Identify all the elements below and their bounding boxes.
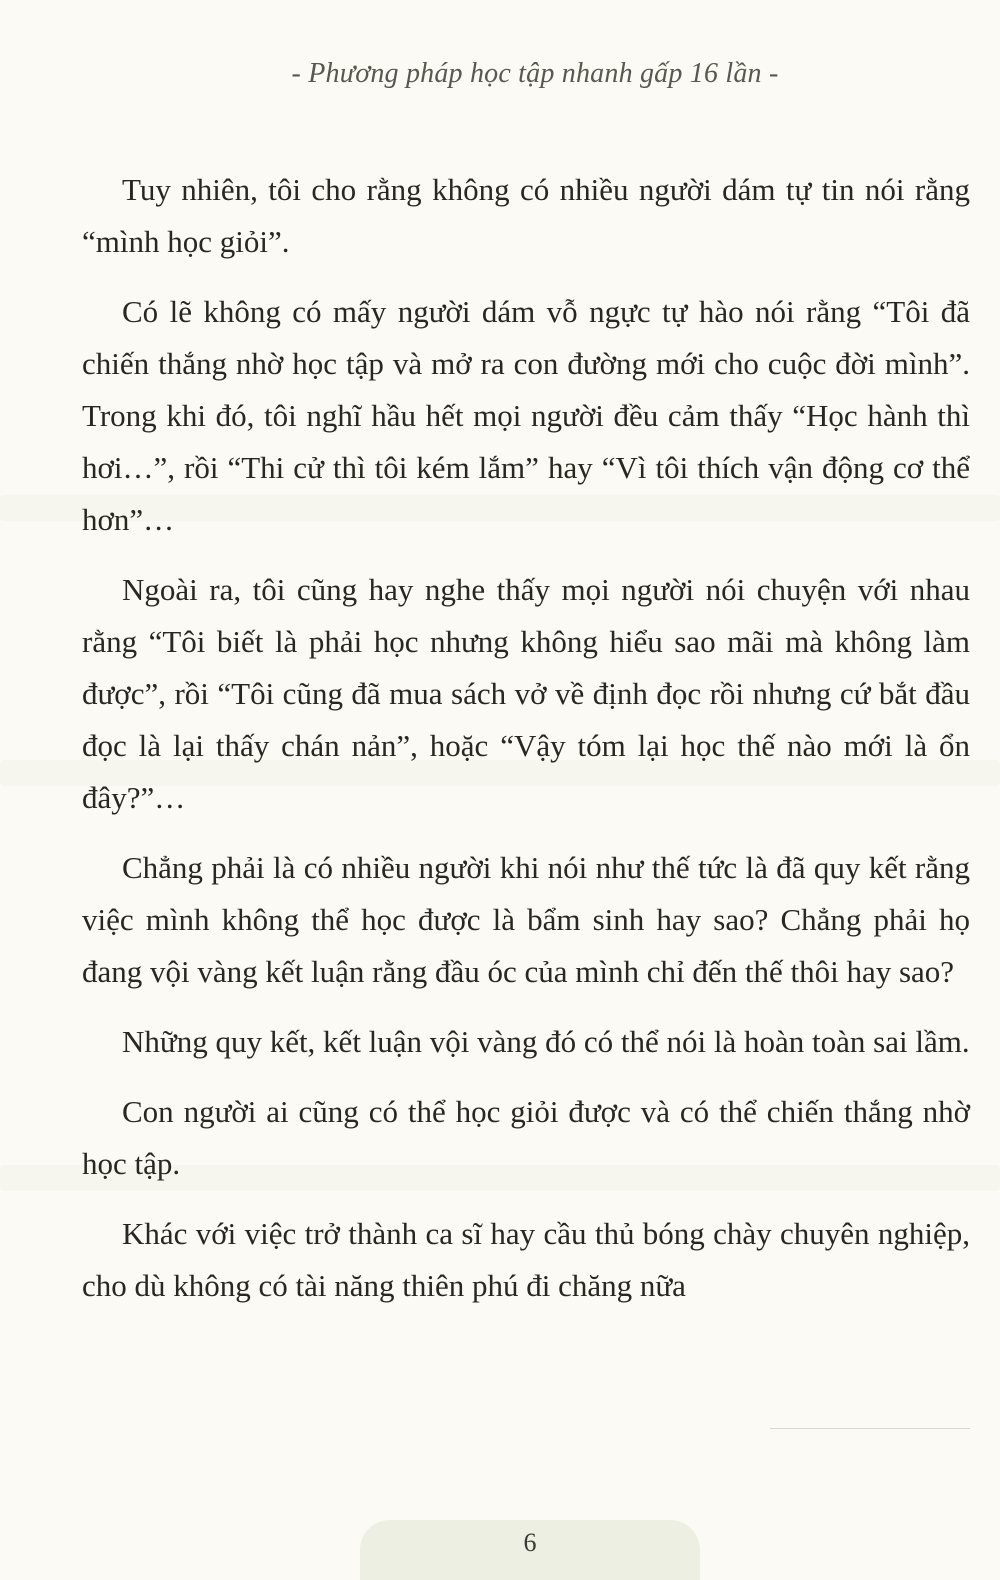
paragraph: Con người ai cũng có thể học giỏi được và có thể chiến thắng nhờ học tập.: [82, 1094, 970, 1181]
paragraph: Khác với việc trở thành ca sĩ hay cầu thủ bóng chày chuyên nghiệp, cho dù không có tài năng thiên phú đi chăng nữa: [82, 1216, 970, 1303]
paragraph: Chẳng phải là có nhiều người khi nói như thế tức là đã quy kết rằng việc mình không thể học được là bẩm sinh hay sao? Chẳng phải họ đang vội vàng kết luận rằng đầu óc của mình chỉ đến thế thôi hay sao?: [82, 850, 970, 989]
page-number-tab: [360, 1520, 700, 1580]
running-header: [0, 58, 1000, 90]
paragraph: Tuy nhiên, tôi cho rằng không có nhiều người dám tự tin nói rằng “mình học giỏi”.: [82, 172, 970, 259]
paragraph: Có lẽ không có mấy người dám vỗ ngực tự hào nói rằng “Tôi đã chiến thắng nhờ học tập và mở ra con đường mới cho cuộc đời mình”. Trong khi đó, tôi nghĩ hầu hết mọi người đều cảm thấy “Học hành thì hơi…”, rồi “Thi cử thì tôi kém lắm” hay “Vì tôi thích vận động cơ thể hơn”…: [82, 294, 970, 537]
paragraph: Ngoài ra, tôi cũng hay nghe thấy mọi người nói chuyện với nhau rằng “Tôi biết là phải học nhưng không hiểu sao mãi mà không làm được”, rồi “Tôi cũng đã mua sách vở về định đọc rồi nhưng cứ bắt đầu đọc là lại thấy chán nản”, hoặc “Vậy tóm lại học thế nào mới là ổn đây?”…: [82, 572, 970, 815]
page-number: 6: [523, 1528, 537, 1557]
show-through-rule: [770, 1428, 970, 1429]
body-text: [82, 164, 970, 1330]
paragraph: Những quy kết, kết luận vội vàng đó có thể nói là hoàn toàn sai lầm.: [122, 1024, 970, 1059]
running-title: - Phương pháp học tập nhanh gấp 16 lần -: [291, 58, 779, 89]
